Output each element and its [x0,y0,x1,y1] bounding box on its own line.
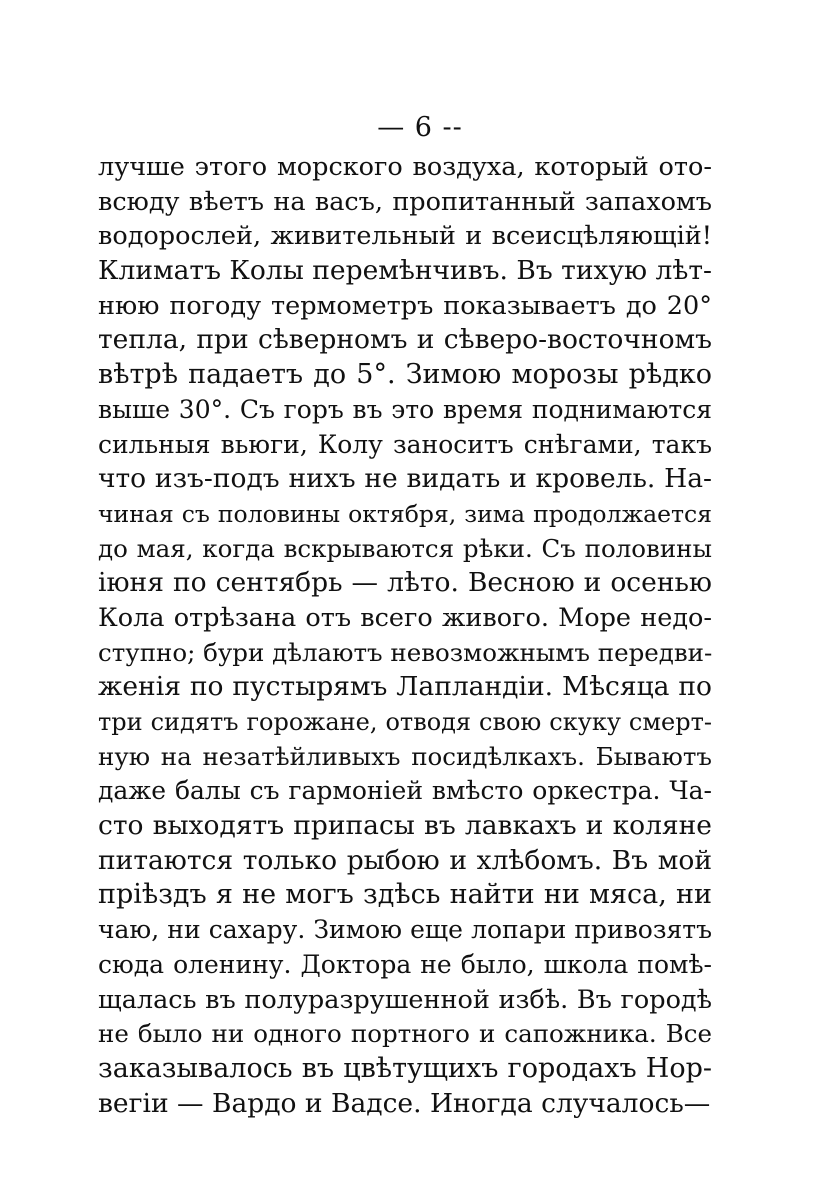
text-line: что изъ-подъ нихъ не видать и кровель. На- [98,463,712,495]
body-text [98,150,712,1121]
text-line: до мая, когда вскрываются рѣки. Съ половины [98,533,712,563]
text-line: ступно; бури дѣлаютъ невозможнымъ передви- [98,637,712,667]
text-line: даже балы съ гармоніей вмѣсто оркестра. Ча- [98,776,712,806]
text-line: вегіи — Вардо и Вадсе. Иногда случалось— [98,1087,711,1119]
text-line: ную на незатѣйливыхъ посидѣлкахъ. Бываютъ [98,741,712,771]
text-line: іюня по сентябрь — лѣто. Весною и осенью [98,567,712,599]
text-line: всюду вѣетъ на васъ, пропитанный запахомъ [98,186,712,217]
text-line: три сидятъ горожане, отводя свою скуку смерт- [98,708,712,736]
text-line: щалась въ полуразрушенной избѣ. Въ городѣ [98,984,712,1015]
text-line: Кола отрѣзана отъ всего живого. Море недо- [98,602,712,633]
text-line: выше 30°. Съ горъ въ это время поднимаются [98,394,712,424]
text-line: пріѣздъ я не могъ здѣсь найти ни мяса, ни [98,879,712,911]
page-number: — 6 -- [377,112,463,143]
text-line: заказывалось въ цвѣтущихъ городахъ Нор- [98,1052,712,1084]
text-line: сюда оленину. Доктора не было, школа помѣ- [98,949,712,979]
text-line: лучше этого морского воздуха, который ото- [98,152,712,182]
text-line: питаются только рыбою и хлѣбомъ. Въ мой [98,844,712,876]
text-line: чиная съ половины октября, зима продолжается [98,499,712,528]
text-line: не было ни одного портного и сапожника. Все [98,1019,712,1049]
text-line: вѣтрѣ падаетъ до 5°. Зимою морозы рѣдко [98,359,712,391]
text-line: сильныя вьюги, Колу заноситъ снѣгами, такъ [98,429,712,459]
text-line: сто выходятъ припасы въ лавкахъ и коляне [98,810,712,842]
text-line: нюю погоду термометръ показываетъ до 20° [98,290,712,321]
text-line: чаю, ни сахару. Зимою еще лопари привозятъ [98,915,712,945]
text-line: тепла, при сѣверномъ и сѣверо-восточномъ [98,324,712,356]
text-line: Климатъ Колы перемѣнчивъ. Въ тихую лѣт- [98,255,712,287]
text-line: водорослей, живительный и всеисцѣляющій! [98,221,712,252]
text-line: женія по пустырямъ Лапландіи. Мѣсяца по [98,671,712,703]
